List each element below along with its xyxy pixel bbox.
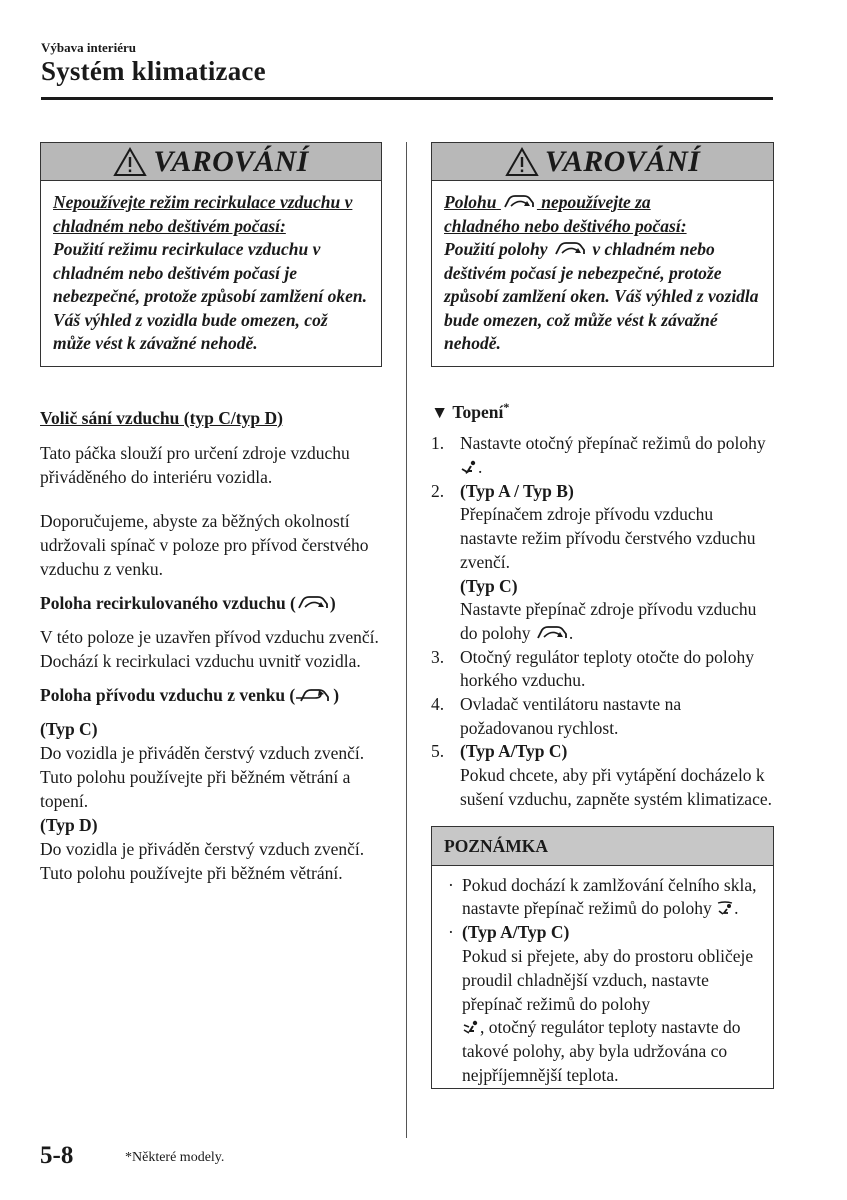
warning-box-recirc-position bbox=[431, 142, 774, 367]
label-type-d: (Typ D) bbox=[40, 814, 98, 835]
step-text: Otočný regulátor teploty otočte do polohy horkého vzduchu. bbox=[460, 646, 755, 691]
warning-heading: Nepoužívejte režim recirkulace vzduchu v chladném nebo deštivém počasí: bbox=[53, 192, 353, 236]
bullet: · bbox=[448, 922, 454, 943]
note-item-1 bbox=[462, 874, 761, 922]
list-item bbox=[448, 874, 761, 922]
heading-recirculation bbox=[40, 591, 382, 615]
step-text bbox=[460, 432, 774, 479]
section-asterisk: * bbox=[503, 399, 510, 414]
heading-fresh-air-text: Poloha přívodu vzduchu z venku ( bbox=[40, 684, 296, 705]
warning-text: deštivém počasí je nebezpečné, protože způsobí zamlžení oken. Váš výhled z vozidla bude omezen, což může vést k závažné nehodě. bbox=[444, 262, 759, 353]
note-box bbox=[431, 826, 774, 1089]
warning-line-2: chladného nebo deštivého počasí: bbox=[444, 215, 687, 236]
list-item bbox=[431, 480, 774, 646]
warning-header bbox=[41, 143, 381, 181]
heading-recirculation-text: Poloha recirkulovaného vzduchu ( bbox=[40, 592, 296, 613]
left-column bbox=[40, 142, 382, 885]
step-text-2a: Přepínačem zdroje přívodu vzduchu nastavte režim přívodu čerstvého vzduchu zvenčí. bbox=[460, 504, 756, 572]
step-text bbox=[460, 740, 774, 811]
bullet: · bbox=[448, 874, 454, 895]
step-number: 2. bbox=[431, 480, 445, 501]
breadcrumb: Výbava interiéru bbox=[41, 40, 136, 55]
note-period: . bbox=[734, 898, 739, 919]
note-item-2a: Pokud si přejete, aby do prostoru obličeje proudil chladnější vzduch, nastavte přepínač režimů do polohy bbox=[462, 945, 754, 1014]
fresh-air-icon bbox=[295, 686, 333, 704]
warning-triangle-icon bbox=[505, 147, 539, 177]
step-number: 1. bbox=[431, 433, 445, 454]
step-period: . bbox=[478, 457, 483, 478]
recirculation-air-icon bbox=[535, 624, 569, 642]
warning-header bbox=[432, 143, 773, 181]
footnote: *Některé modely. bbox=[125, 1150, 225, 1165]
warning-text: Použití režimu recirkulace vzduchu v chladném nebo deštivém počasí je nebezpečné, protože způsobí zamlžení oken. Váš výhled z vozidla bude omezen, což může vést k závažné nehodě. bbox=[53, 239, 368, 353]
list-item bbox=[448, 921, 761, 1088]
step-number: 4. bbox=[431, 694, 445, 715]
warning-line-1a: Polohu bbox=[444, 192, 497, 212]
right-column bbox=[431, 142, 774, 1089]
paragraph-type-d: Do vozidla je přiváděn čerstvý vzduch zvenčí. Tuto polohu používejte při běžném větrání. bbox=[40, 838, 365, 883]
warning-line-3a: Použití polohy bbox=[444, 239, 548, 259]
section-marker: ▼ bbox=[431, 401, 449, 422]
note-label: (Typ A/Typ C) bbox=[462, 922, 570, 943]
heading-fresh-air-close: ) bbox=[333, 684, 340, 705]
warning-line-3b: v chladném nebo bbox=[592, 239, 715, 259]
step-text bbox=[460, 480, 774, 646]
step-text-1: Nastavte otočný přepínač režimů do polohy bbox=[460, 433, 766, 454]
warning-title: VAROVÁNÍ bbox=[153, 144, 309, 178]
floor-defrost-mode-icon bbox=[716, 901, 734, 917]
warning-triangle-icon bbox=[113, 147, 147, 177]
page-title: Systém klimatizace bbox=[41, 56, 266, 86]
warning-box-recirculation bbox=[40, 142, 382, 367]
step-text-2b: Nastavte přepínač zdroje přívodu vzduchu do polohy bbox=[460, 599, 757, 643]
step-label-2: (Typ C) bbox=[460, 575, 518, 596]
warning-body bbox=[41, 181, 381, 366]
note-title: POZNÁMKA bbox=[432, 827, 773, 866]
windshield-floor-icon bbox=[462, 1020, 480, 1036]
paragraph-recommend: Doporučujeme, abyste za běžných okolností udržovali spínač v poloze pro přívod čerstvého vzduchu z venku. bbox=[40, 510, 369, 579]
note-item-1-text: Pokud dochází k zamlžování čelního skla, nastavte přepínač režimů do polohy bbox=[462, 874, 757, 919]
note-body bbox=[432, 866, 773, 1088]
floor-mode-icon bbox=[460, 460, 478, 476]
note-item-2b: , otočný regulátor teploty nastavte do takové polohy, aby byla udržována co nejpříjemnější teplota. bbox=[462, 1017, 741, 1085]
section-heading-text: Volič sání vzduchu (typ C/typ D) bbox=[40, 407, 283, 428]
paragraph-recirculation: V této poloze je uzavřen přívod vzduchu zvenčí. Dochází k recirkulaci vzduchu uvnitř vozidla. bbox=[40, 626, 379, 671]
heading-fresh-air bbox=[40, 683, 382, 707]
column-divider bbox=[406, 142, 407, 1138]
step-text: Ovladač ventilátoru nastavte na požadovanou rychlost. bbox=[460, 694, 682, 738]
step-text-5: Pokud chcete, aby při vytápění docházelo k sušení vzduchu, zapněte systém klimatizace. bbox=[460, 765, 772, 809]
warning-line-1 bbox=[444, 192, 651, 212]
warning-body bbox=[432, 181, 773, 366]
header-rule bbox=[41, 97, 773, 100]
section-heading-heating bbox=[431, 395, 774, 424]
step-number: 3. bbox=[431, 646, 445, 667]
page-number: 5-8 bbox=[40, 1142, 74, 1169]
label-type-c: (Typ C) bbox=[40, 718, 98, 739]
list-item bbox=[431, 432, 774, 479]
section-heading-text: Topení bbox=[452, 401, 504, 422]
warning-line-1b: nepoužívejte za bbox=[541, 192, 651, 212]
step-label: (Typ A / Typ B) bbox=[460, 480, 574, 501]
step-number: 5. bbox=[431, 741, 445, 762]
warning-title: VAROVÁNÍ bbox=[544, 144, 701, 178]
list-item bbox=[431, 740, 774, 811]
paragraph-intro: Tato páčka slouží pro určení zdroje vzduchu přiváděného do interiéru vozidla. bbox=[40, 442, 350, 487]
list-item bbox=[431, 693, 774, 740]
paragraph-type-c: Do vozidla je přiváděn čerstvý vzduch zvenčí. Tuto polohu používejte při běžném větrání a topení. bbox=[40, 742, 365, 811]
step-label: (Typ A/Typ C) bbox=[460, 741, 568, 762]
heating-steps bbox=[431, 432, 774, 811]
recirculation-air-icon bbox=[296, 594, 330, 612]
recirculation-air-icon bbox=[501, 193, 537, 211]
list-item bbox=[431, 646, 774, 693]
heading-recirculation-close: ) bbox=[329, 592, 336, 613]
recirculation-air-icon bbox=[552, 240, 588, 258]
step-period: . bbox=[568, 622, 574, 643]
section-heading-air-intake bbox=[40, 406, 382, 430]
note-item-2 bbox=[462, 921, 761, 1088]
